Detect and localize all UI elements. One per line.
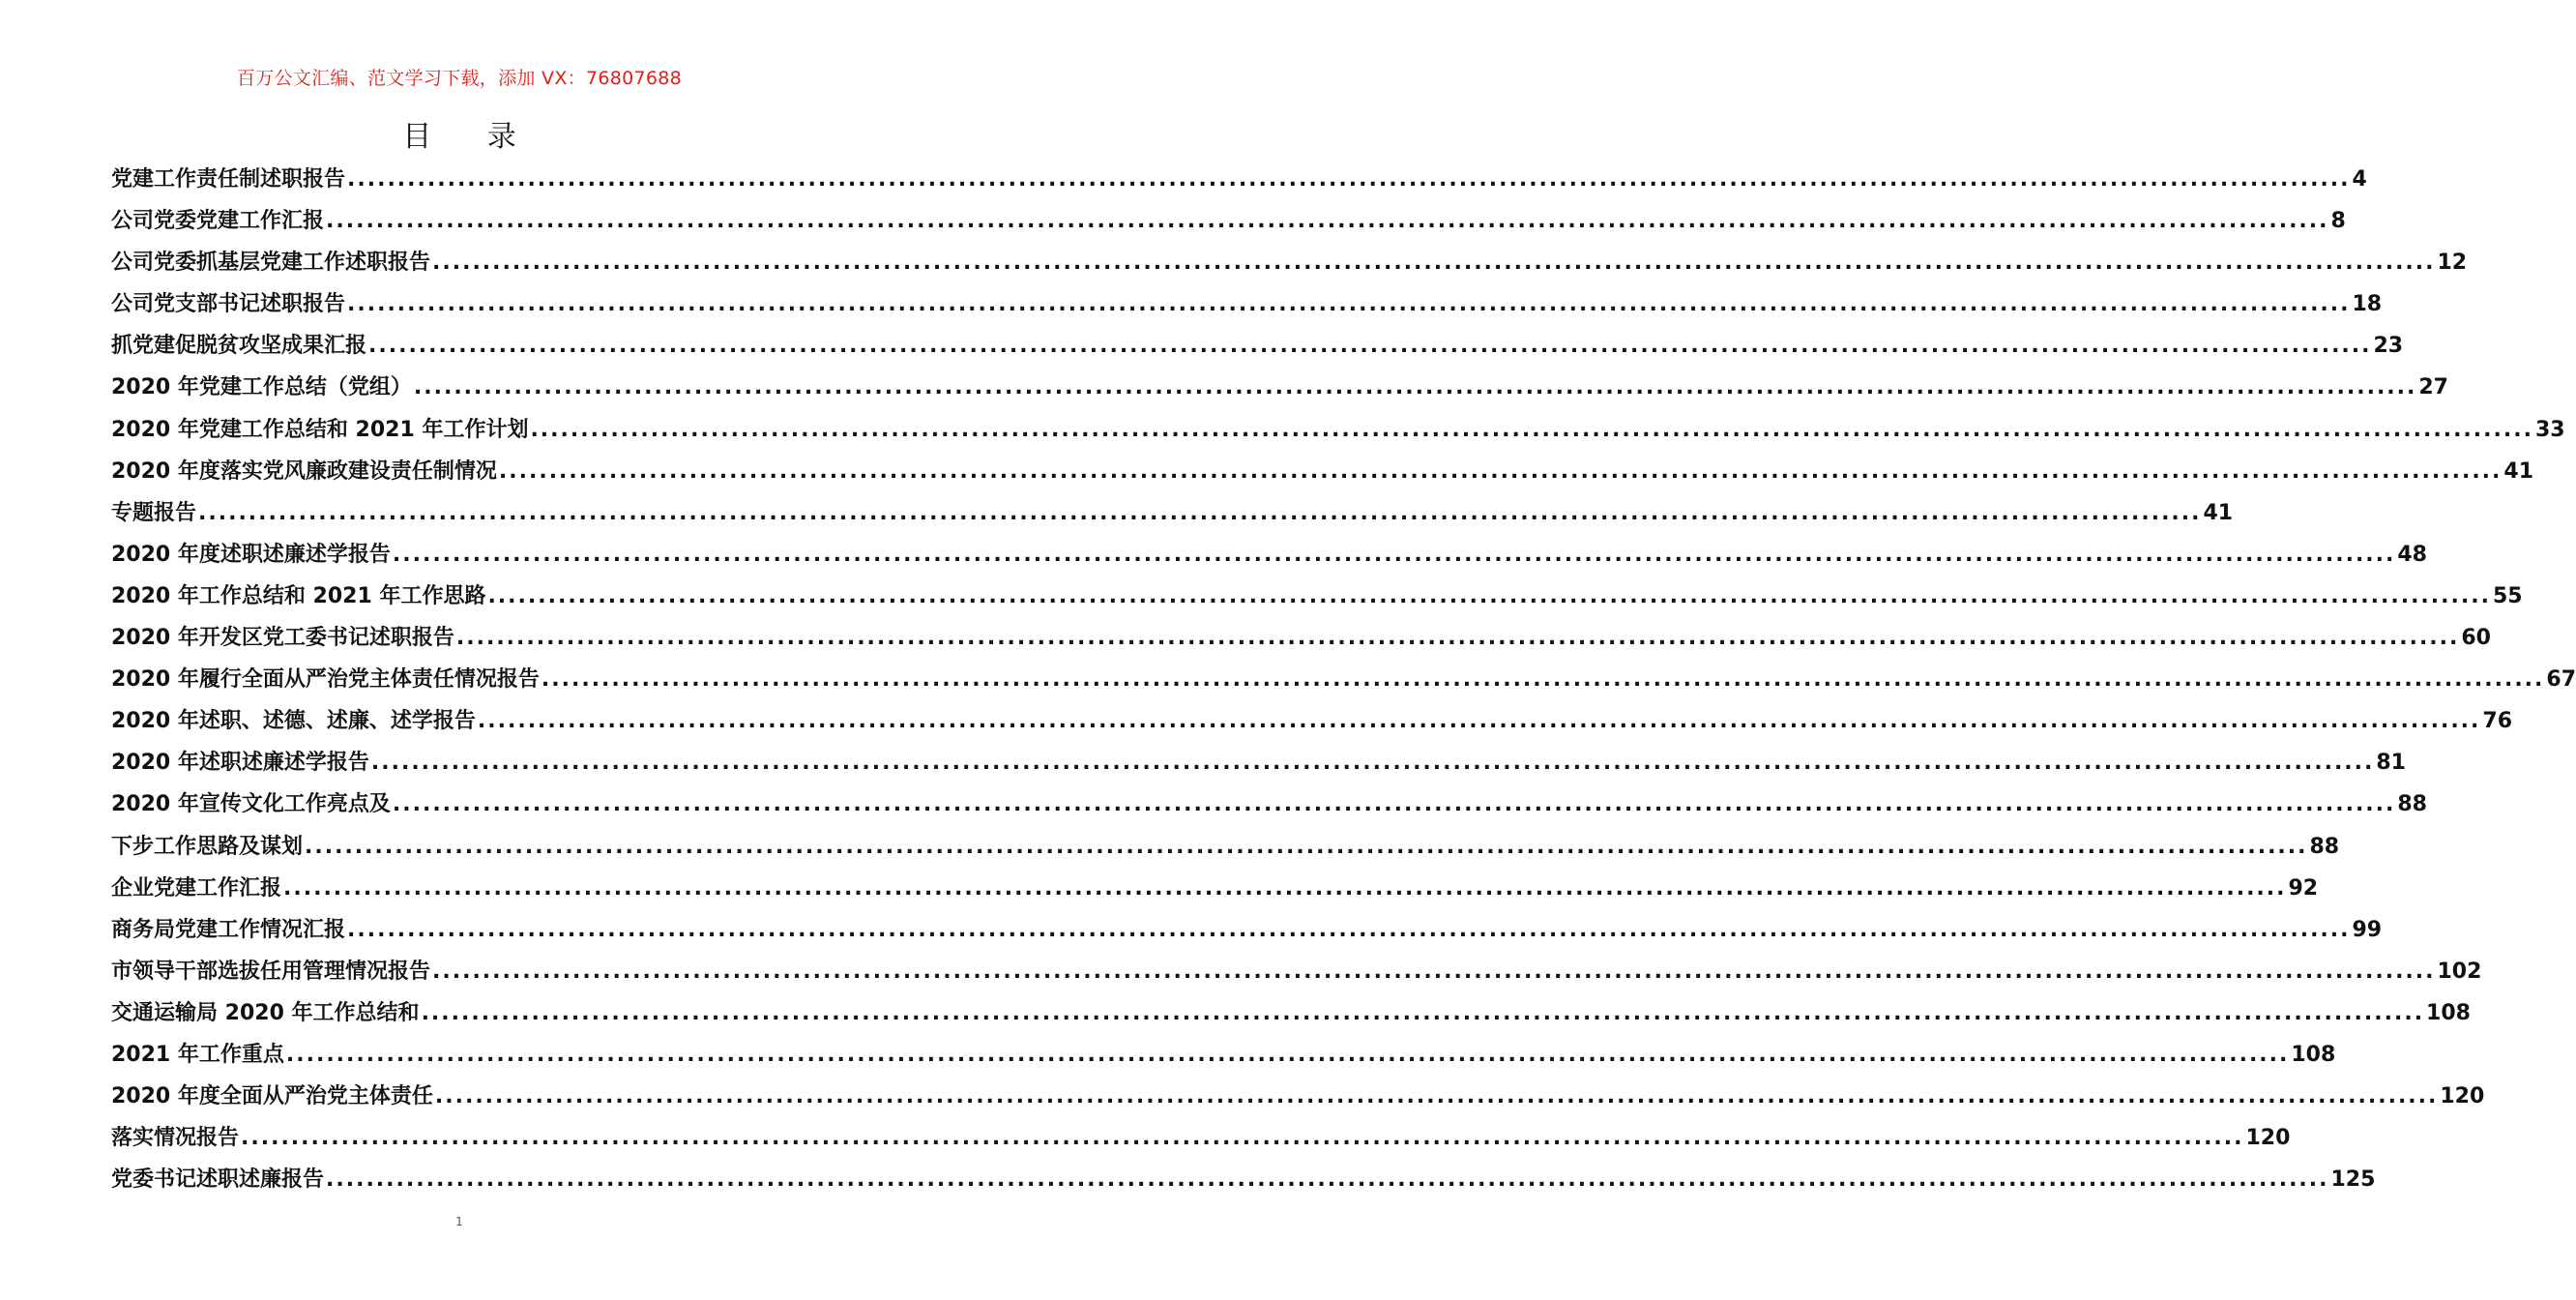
toc-entry-title: 2020 年度述职述廉述学报告 [111,542,391,567]
toc-leader-dots: ........................................................................................................................................................................................................ [421,1000,2425,1025]
toc-entry[interactable] [111,1038,2336,1079]
toc-entry-page: 81 [2376,751,2406,776]
toc-entry-title: 2020 年履行全面从严治党主体责任情况报告 [111,667,540,693]
toc-entry-page: 88 [2309,834,2340,859]
toc-entry-title: 2020 年党建工作总结和 2021 年工作计划 [111,417,529,442]
toc-entry[interactable] [111,162,2367,204]
toc-entry-title: 2021 年工作重点 [111,1042,284,1067]
toc-entry[interactable] [111,913,2383,955]
toc-entry-page: 120 [2245,1126,2291,1151]
toc-entry-title: 抓党建促脱贫攻坚成果汇报 [111,334,367,359]
toc-entry[interactable] [111,1121,2291,1163]
toc-entry-page: 67 [2546,667,2576,693]
toc-leader-dots: ........................................................................................................................................................................................................ [347,292,2351,317]
toc-entry[interactable] [111,830,2340,872]
toc-entry-page: 4 [2352,167,2367,192]
toc-leader-dots: ........................................................................................................................................................................................................ [530,417,2533,442]
toc-entry-page: 125 [2330,1167,2376,1193]
toc-entry-page: 23 [2373,334,2404,359]
toc-entry-page: 120 [2440,1084,2485,1109]
toc-entry-title: 2020 年述职、述德、述廉、述学报告 [111,709,476,734]
toc-entry-title: 下步工作思路及谋划 [111,834,304,859]
toc-entry-title: 企业党建工作汇报 [111,875,282,901]
toc-leader-dots: ........................................................................................................................................................................................................ [498,458,2503,484]
toc-entry-page: 92 [2288,875,2319,901]
toc-entry[interactable] [111,370,2448,412]
toc-entry[interactable] [111,663,2576,704]
toc-entry[interactable] [111,1079,2485,1121]
toc-entry[interactable] [111,746,2406,787]
toc-entry-page: 88 [2397,792,2427,817]
toc-entry-title: 2020 年度全面从严治党主体责任 [111,1084,433,1109]
toc-leader-dots: ........................................................................................................................................................................................................ [432,959,2436,984]
toc-entry-title: 落实情况报告 [111,1126,240,1151]
toc-entry[interactable] [111,538,2427,579]
toc-leader-dots: ........................................................................................................................................................................................................ [541,667,2545,693]
toc-entry-title: 2020 年工作总结和 2021 年工作思路 [111,583,486,608]
toc-leader-dots: ........................................................................................................................................................................................................ [368,334,2372,359]
toc-entry-title: 党委书记述职述廉报告 [111,1167,325,1193]
toc-leader-dots: ........................................................................................................................................................................................................ [370,751,2375,776]
toc-leader-dots: ........................................................................................................................................................................................................ [305,834,2308,859]
toc-entry-page: 33 [2534,417,2565,442]
toc-entry-title: 2020 年开发区党工委书记述职报告 [111,626,454,651]
toc-entry-title: 2020 年宣传文化工作亮点及 [111,792,391,817]
toc-entry-page: 12 [2437,251,2468,276]
toc-entry-title: 2020 年度落实党风廉政建设责任制情况 [111,458,497,484]
toc-leader-dots: ........................................................................................................................................................................................................ [413,375,2417,400]
toc-entry[interactable] [111,329,2404,370]
toc-entry[interactable] [111,287,2383,329]
toc-entry[interactable] [111,579,2523,621]
toc-entry-title: 公司党委抓基层党建工作述职报告 [111,251,431,276]
toc-entry-page: 48 [2397,542,2427,567]
toc-leader-dots: ........................................................................................................................................................................................................ [455,626,2460,651]
toc-entry-page: 18 [2352,292,2383,317]
toc-entry[interactable] [111,246,2468,287]
toc-entry[interactable] [111,787,2427,829]
toc-entry-page: 76 [2482,709,2513,734]
toc-entry[interactable] [111,955,2482,996]
page-title: 目 录 [402,120,540,154]
toc-leader-dots: ........................................................................................................................................................................................................ [434,1084,2439,1109]
toc-entry[interactable] [111,496,2234,538]
toc-entry-page: 108 [2426,1000,2471,1025]
table-of-contents [111,162,2576,1204]
toc-leader-dots: ........................................................................................................................................................................................................ [326,209,2329,234]
toc-entry-title: 专题报告 [111,500,197,525]
toc-entry[interactable] [111,704,2513,746]
toc-entry-page: 41 [2503,458,2534,484]
toc-leader-dots: ........................................................................................................................................................................................................ [283,875,2287,901]
toc-leader-dots: ........................................................................................................................................................................................................ [285,1042,2290,1067]
toc-entry[interactable] [111,204,2346,246]
toc-entry-title: 交通运输局 2020 年工作总结和 [111,1000,420,1025]
toc-entry-title: 市领导干部选拔任用管理情况报告 [111,959,431,984]
toc-entry-title: 党建工作责任制述职报告 [111,167,346,192]
toc-entry-page: 108 [2291,1042,2336,1067]
toc-leader-dots: ........................................................................................................................................................................................................ [432,251,2436,276]
toc-entry[interactable] [111,872,2319,913]
toc-entry-page: 55 [2492,583,2523,608]
toc-entry-page: 8 [2330,209,2346,234]
toc-entry[interactable] [111,621,2491,663]
toc-entry[interactable] [111,996,2471,1038]
toc-entry-page: 27 [2418,375,2448,400]
toc-leader-dots: ........................................................................................................................................................................................................ [477,709,2481,734]
toc-entry-title: 公司党委党建工作汇报 [111,209,325,234]
toc-entry[interactable] [111,455,2534,496]
toc-leader-dots: ........................................................................................................................................................................................................ [392,542,2396,567]
toc-leader-dots: ........................................................................................................................................................................................................ [392,792,2396,817]
toc-entry-title: 公司党支部书记述职报告 [111,292,346,317]
page-number: 1 [455,1215,463,1228]
toc-leader-dots: ........................................................................................................................................................................................................ [347,167,2351,192]
toc-entry-page: 41 [2203,500,2234,525]
toc-entry-page: 99 [2352,917,2383,942]
toc-leader-dots: ........................................................................................................................................................................................................ [347,917,2351,942]
toc-entry-page: 60 [2461,626,2491,651]
toc-leader-dots: ........................................................................................................................................................................................................ [487,583,2491,608]
toc-entry-title: 2020 年党建工作总结（党组） [111,375,412,400]
toc-leader-dots: ........................................................................................................................................................................................................ [241,1126,2244,1151]
toc-leader-dots: ........................................................................................................................................................................................................ [326,1167,2329,1193]
toc-entry-title: 商务局党建工作情况汇报 [111,917,346,942]
toc-entry[interactable] [111,1163,2376,1204]
toc-leader-dots: ........................................................................................................................................................................................................ [198,500,2202,525]
toc-entry-title: 2020 年述职述廉述学报告 [111,751,369,776]
toc-entry-page: 102 [2437,959,2482,984]
watermark-header: 百万公文汇编、范文学习下载，添加 VX：76807688 [236,68,683,89]
toc-entry[interactable] [111,413,2565,455]
